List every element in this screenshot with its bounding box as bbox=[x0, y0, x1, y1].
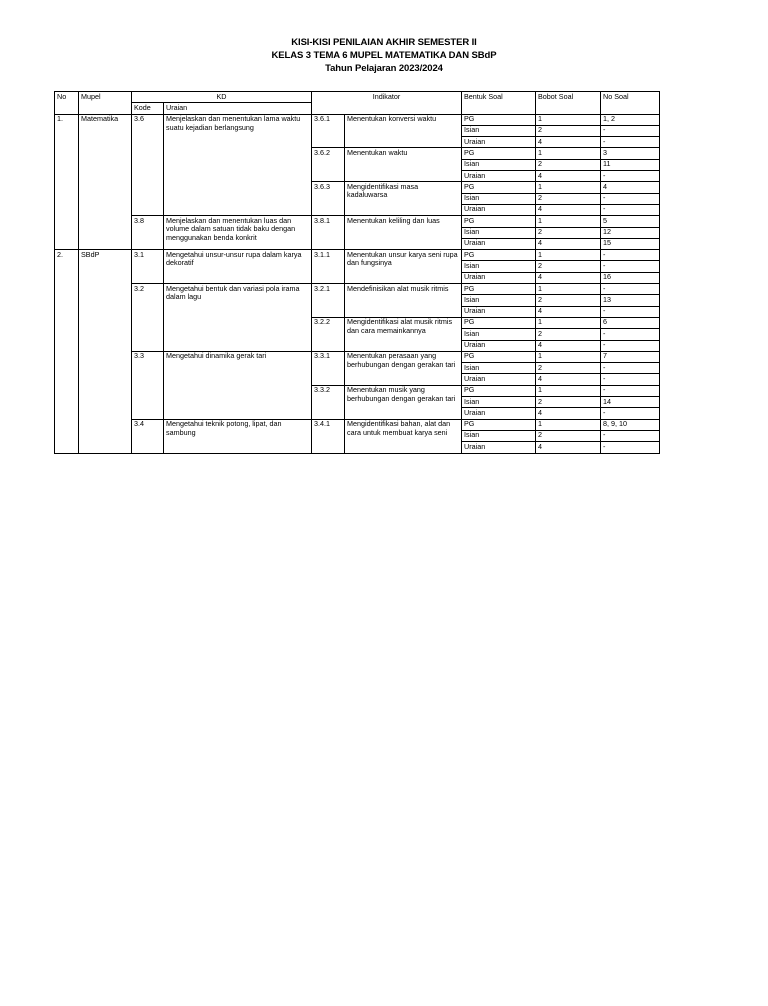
question-type: Uraian bbox=[462, 340, 536, 351]
table-body bbox=[55, 114, 660, 453]
question-weight: 2 bbox=[536, 295, 601, 306]
question-numbers: 7 bbox=[601, 351, 660, 362]
indicator-code: 3.1.1 bbox=[312, 250, 345, 284]
question-numbers: - bbox=[601, 340, 660, 351]
question-numbers: 3 bbox=[601, 148, 660, 159]
subject-name: Matematika bbox=[79, 114, 132, 250]
question-weight: 1 bbox=[536, 419, 601, 430]
question-type: Isian bbox=[462, 261, 536, 272]
question-type: PG bbox=[462, 351, 536, 362]
question-weight: 2 bbox=[536, 227, 601, 238]
indicator-text: Menentukan musik yang berhubungan dengan gerakan tari bbox=[345, 385, 462, 419]
question-weight: 4 bbox=[536, 306, 601, 317]
col-mupel-header: Mupel bbox=[79, 92, 132, 115]
question-type: Isian bbox=[462, 430, 536, 441]
question-type: PG bbox=[462, 148, 536, 159]
kd-code: 3.8 bbox=[132, 216, 164, 250]
indicator-code: 3.2.1 bbox=[312, 284, 345, 318]
document-subtitle: KELAS 3 TEMA 6 MUPEL MATEMATIKA DAN SBdP bbox=[271, 50, 497, 61]
indicator-text: Mengidentifikasi alat musik ritmis dan cara memainkannya bbox=[345, 317, 462, 351]
indicator-text: Menentukan keliling dan luas bbox=[345, 216, 462, 250]
table-row bbox=[55, 216, 660, 227]
header-row bbox=[55, 92, 660, 103]
document-header bbox=[0, 36, 768, 75]
kd-code: 3.2 bbox=[132, 284, 164, 352]
question-weight: 4 bbox=[536, 204, 601, 215]
question-type: Isian bbox=[462, 397, 536, 408]
kd-code: 3.6 bbox=[132, 114, 164, 216]
col-kode-header: Kode bbox=[132, 103, 164, 114]
question-weight: 1 bbox=[536, 114, 601, 125]
subject-name: SBdP bbox=[79, 250, 132, 453]
col-kd-header: KD bbox=[132, 92, 312, 103]
indicator-text: Menentukan waktu bbox=[345, 148, 462, 182]
question-numbers: - bbox=[601, 193, 660, 204]
question-numbers: 12 bbox=[601, 227, 660, 238]
table-row bbox=[55, 351, 660, 362]
question-type: Uraian bbox=[462, 238, 536, 249]
question-type: Isian bbox=[462, 227, 536, 238]
question-weight: 4 bbox=[536, 374, 601, 385]
question-weight: 2 bbox=[536, 329, 601, 340]
col-no-soal-header: No Soal bbox=[601, 92, 660, 115]
question-numbers: 6 bbox=[601, 317, 660, 328]
kisi-kisi-table bbox=[54, 91, 660, 454]
question-type: Isian bbox=[462, 193, 536, 204]
question-type: Isian bbox=[462, 329, 536, 340]
question-type: PG bbox=[462, 284, 536, 295]
question-weight: 2 bbox=[536, 261, 601, 272]
question-numbers: 4 bbox=[601, 182, 660, 193]
question-weight: 2 bbox=[536, 125, 601, 136]
question-numbers: - bbox=[601, 204, 660, 215]
subject-number: 2. bbox=[55, 250, 79, 453]
question-numbers: - bbox=[601, 363, 660, 374]
question-numbers: 16 bbox=[601, 272, 660, 283]
question-numbers: - bbox=[601, 374, 660, 385]
question-numbers: 11 bbox=[601, 159, 660, 170]
indicator-text: Mengidentifikasi bahan, alat dan cara untuk membuat karya seni bbox=[345, 419, 462, 453]
question-weight: 2 bbox=[536, 430, 601, 441]
indicator-code: 3.6.1 bbox=[312, 114, 345, 148]
indicator-text: Menentukan konversi waktu bbox=[345, 114, 462, 148]
kd-description: Mengetahui dinamika gerak tari bbox=[164, 351, 312, 419]
indicator-text: Mengidentifikasi masa kadaluwarsa bbox=[345, 182, 462, 216]
kd-code: 3.4 bbox=[132, 419, 164, 453]
indicator-code: 3.2.2 bbox=[312, 317, 345, 351]
question-type: Isian bbox=[462, 159, 536, 170]
kd-code: 3.1 bbox=[132, 250, 164, 284]
indicator-text: Menentukan perasaan yang berhubungan dengan gerakan tari bbox=[345, 351, 462, 385]
question-type: Uraian bbox=[462, 408, 536, 419]
question-weight: 4 bbox=[536, 340, 601, 351]
question-numbers: - bbox=[601, 284, 660, 295]
question-type: Uraian bbox=[462, 171, 536, 182]
kd-code: 3.3 bbox=[132, 351, 164, 419]
kd-description: Menjelaskan dan menentukan luas dan volume dalam satuan tidak baku dengan menggunakan benda konkrit bbox=[164, 216, 312, 250]
table-row bbox=[55, 419, 660, 430]
question-weight: 4 bbox=[536, 272, 601, 283]
question-weight: 4 bbox=[536, 442, 601, 453]
indicator-text: Mendefinisikan alat musik ritmis bbox=[345, 284, 462, 318]
question-weight: 1 bbox=[536, 216, 601, 227]
question-numbers: - bbox=[601, 250, 660, 261]
kd-description: Mengetahui teknik potong, lipat, dan sambung bbox=[164, 419, 312, 453]
question-numbers: - bbox=[601, 385, 660, 396]
question-type: Uraian bbox=[462, 272, 536, 283]
question-weight: 2 bbox=[536, 193, 601, 204]
col-bobot-soal-header: Bobot Soal bbox=[536, 92, 601, 115]
question-type: Uraian bbox=[462, 374, 536, 385]
question-type: PG bbox=[462, 317, 536, 328]
question-weight: 2 bbox=[536, 159, 601, 170]
question-weight: 1 bbox=[536, 385, 601, 396]
question-weight: 4 bbox=[536, 137, 601, 148]
question-type: PG bbox=[462, 182, 536, 193]
question-type: Isian bbox=[462, 363, 536, 374]
question-type: PG bbox=[462, 385, 536, 396]
question-weight: 1 bbox=[536, 182, 601, 193]
col-indikator-header: Indikator bbox=[312, 92, 462, 115]
question-numbers: 1, 2 bbox=[601, 114, 660, 125]
question-numbers: - bbox=[601, 261, 660, 272]
question-weight: 1 bbox=[536, 250, 601, 261]
question-type: Isian bbox=[462, 125, 536, 136]
question-numbers: 5 bbox=[601, 216, 660, 227]
question-numbers: - bbox=[601, 306, 660, 317]
question-numbers: - bbox=[601, 171, 660, 182]
indicator-code: 3.3.1 bbox=[312, 351, 345, 385]
question-type: Uraian bbox=[462, 442, 536, 453]
question-numbers: 8, 9, 10 bbox=[601, 419, 660, 430]
indicator-code: 3.6.2 bbox=[312, 148, 345, 182]
question-type: Uraian bbox=[462, 137, 536, 148]
question-weight: 2 bbox=[536, 397, 601, 408]
table-row bbox=[55, 284, 660, 295]
question-weight: 1 bbox=[536, 148, 601, 159]
question-type: PG bbox=[462, 114, 536, 125]
question-numbers: - bbox=[601, 329, 660, 340]
kd-description: Menjelaskan dan menentukan lama waktu suatu kejadian berlangsung bbox=[164, 114, 312, 216]
question-weight: 4 bbox=[536, 408, 601, 419]
question-weight: 2 bbox=[536, 363, 601, 374]
question-numbers: - bbox=[601, 430, 660, 441]
col-no-header: No bbox=[55, 92, 79, 115]
question-weight: 1 bbox=[536, 317, 601, 328]
table-row bbox=[55, 114, 660, 125]
table-row bbox=[55, 250, 660, 261]
question-weight: 4 bbox=[536, 238, 601, 249]
question-type: Uraian bbox=[462, 204, 536, 215]
col-uraian-header: Uraian bbox=[164, 103, 312, 114]
question-type: Isian bbox=[462, 295, 536, 306]
question-type: PG bbox=[462, 250, 536, 261]
question-type: PG bbox=[462, 419, 536, 430]
subject-number: 1. bbox=[55, 114, 79, 250]
indicator-code: 3.8.1 bbox=[312, 216, 345, 250]
question-type: Uraian bbox=[462, 306, 536, 317]
question-numbers: - bbox=[601, 408, 660, 419]
question-numbers: - bbox=[601, 125, 660, 136]
school-year: Tahun Pelajaran 2023/2024 bbox=[325, 63, 443, 74]
indicator-code: 3.6.3 bbox=[312, 182, 345, 216]
question-numbers: 15 bbox=[601, 238, 660, 249]
kd-description: Mengetahui bentuk dan variasi pola irama dalam lagu bbox=[164, 284, 312, 352]
question-weight: 1 bbox=[536, 351, 601, 362]
question-weight: 4 bbox=[536, 171, 601, 182]
indicator-code: 3.4.1 bbox=[312, 419, 345, 453]
kd-description: Mengetahui unsur-unsur rupa dalam karya dekoratif bbox=[164, 250, 312, 284]
question-numbers: 13 bbox=[601, 295, 660, 306]
indicator-text: Menentukan unsur karya seni rupa dan fungsinya bbox=[345, 250, 462, 284]
question-numbers: 14 bbox=[601, 397, 660, 408]
question-numbers: - bbox=[601, 137, 660, 148]
col-bentuk-soal-header: Bentuk Soal bbox=[462, 92, 536, 115]
question-weight: 1 bbox=[536, 284, 601, 295]
indicator-code: 3.3.2 bbox=[312, 385, 345, 419]
document-title: KISI-KISI PENILAIAN AKHIR SEMESTER II bbox=[291, 37, 477, 48]
question-numbers: - bbox=[601, 442, 660, 453]
question-type: PG bbox=[462, 216, 536, 227]
